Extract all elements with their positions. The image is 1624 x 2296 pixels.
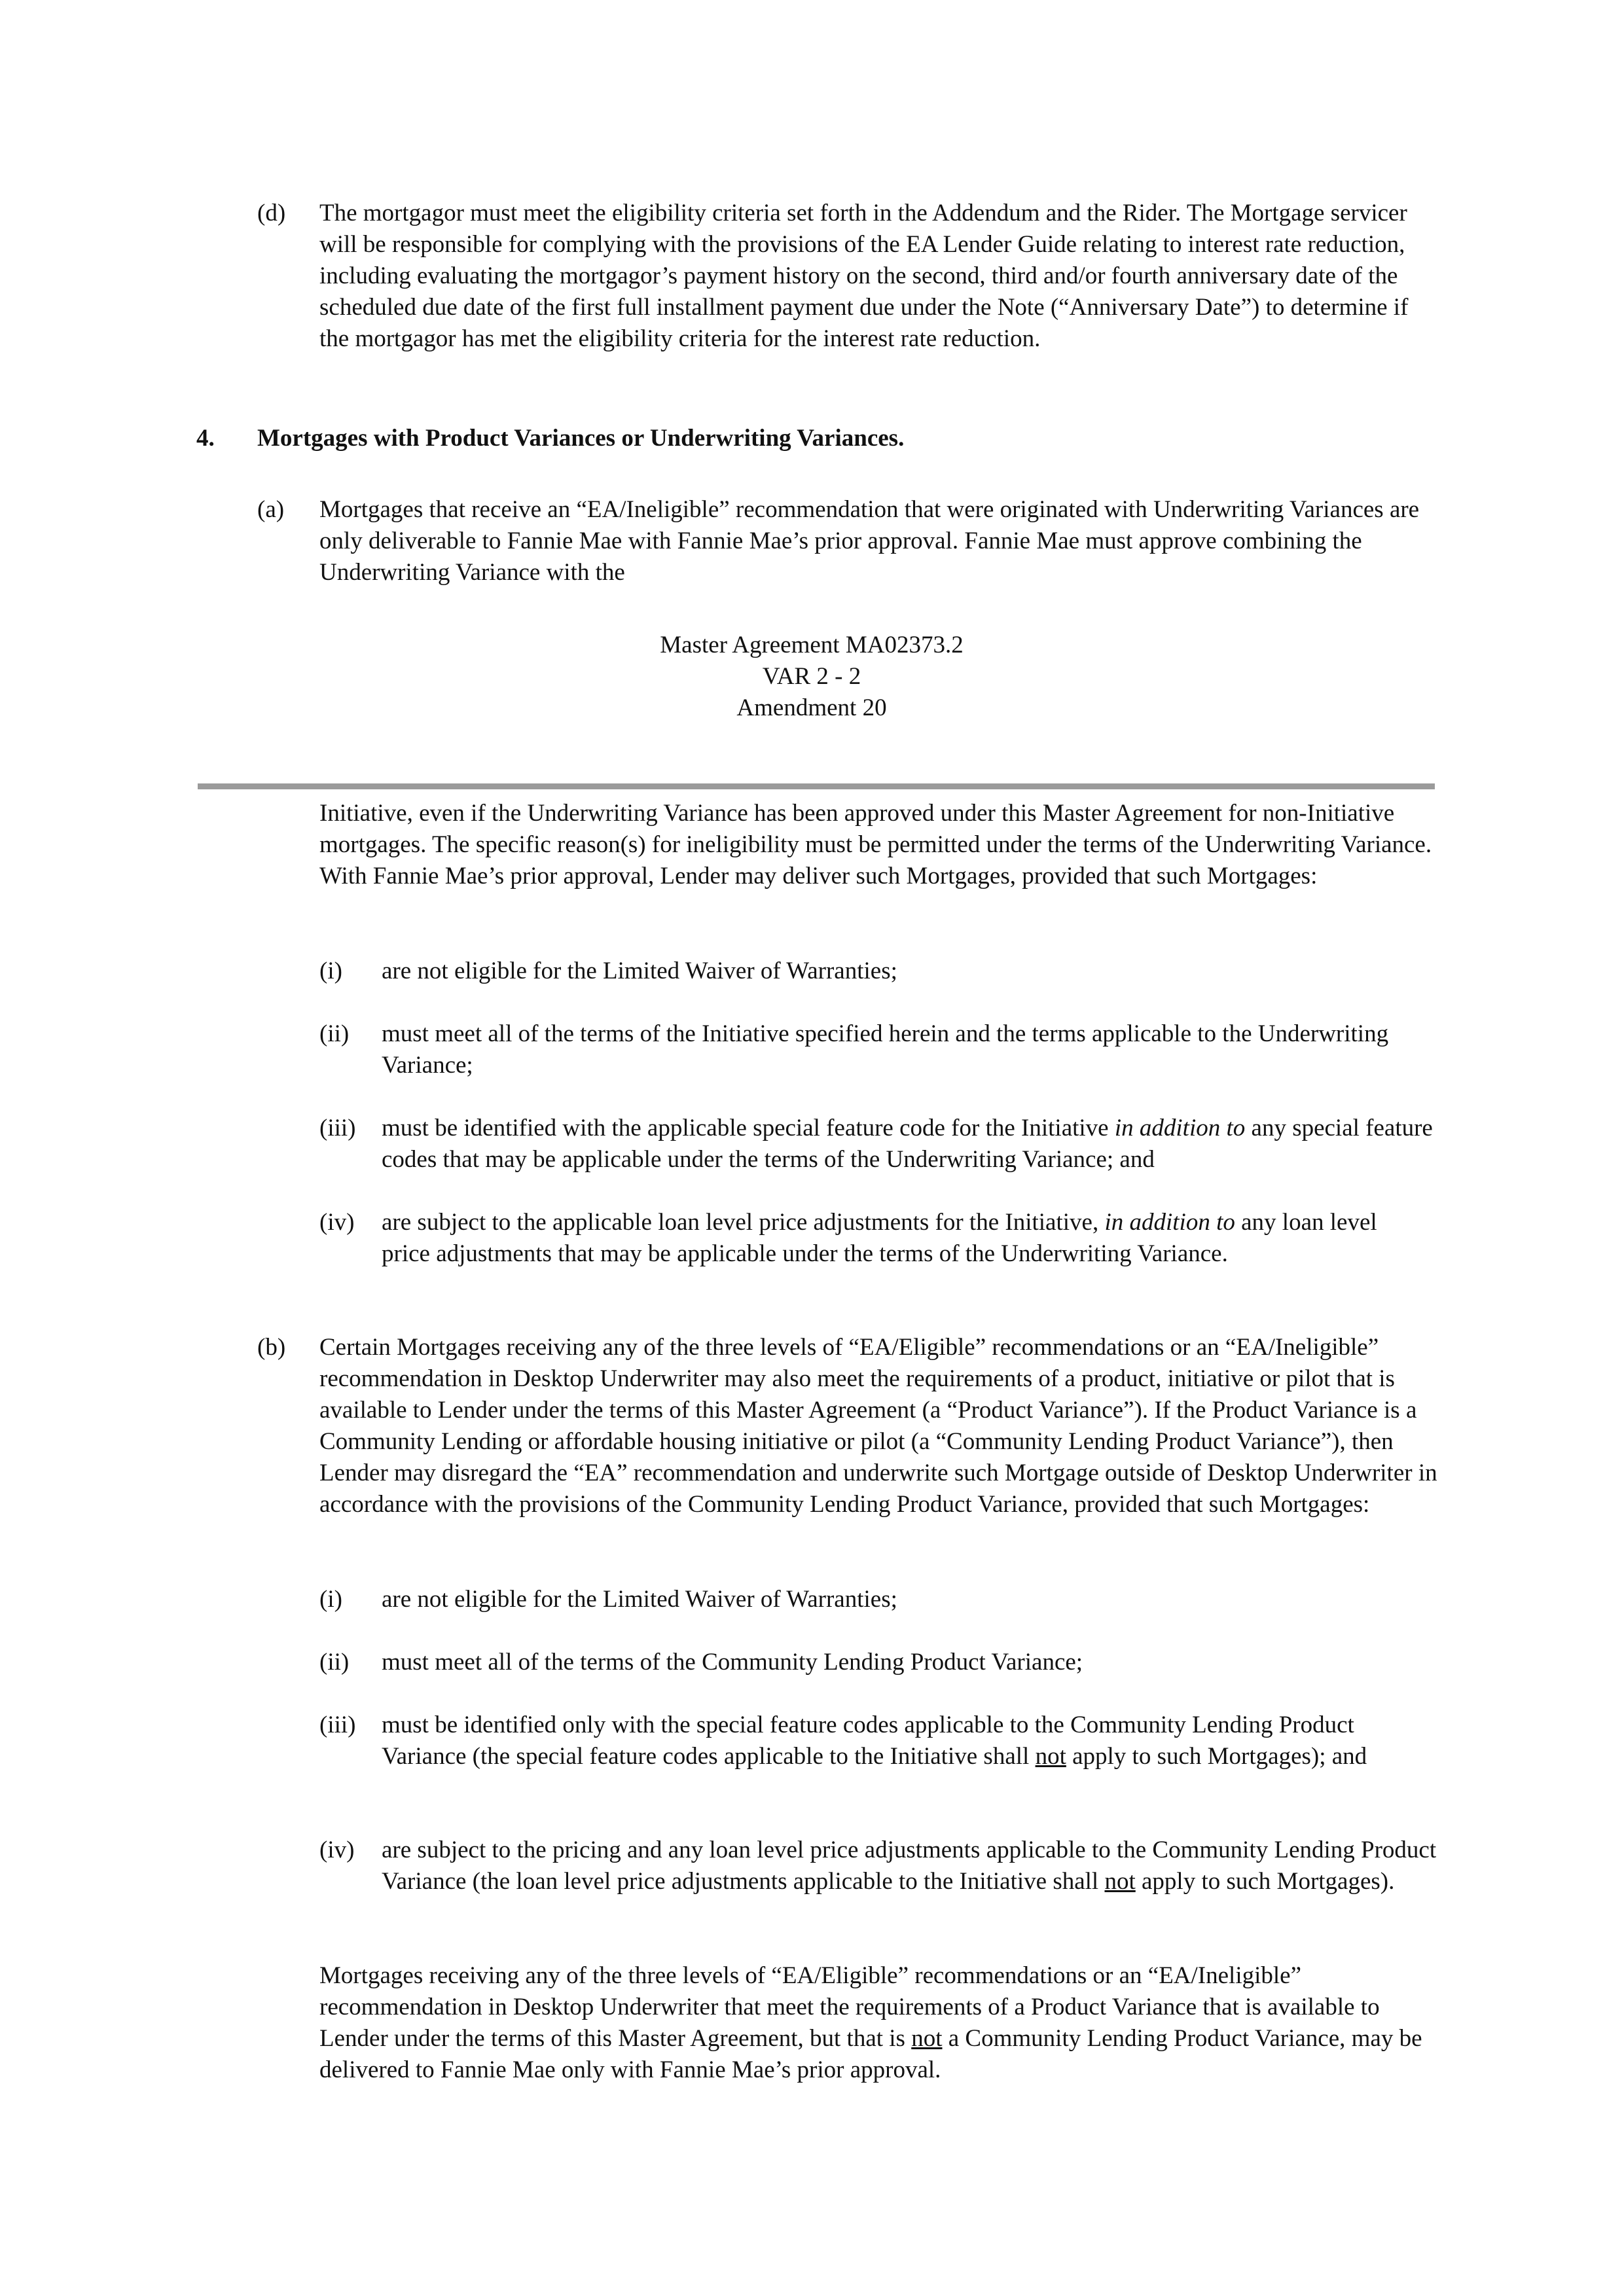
closing-text xyxy=(319,1960,1442,2086)
b-sub-iv-text xyxy=(382,1835,1439,1897)
page-footer xyxy=(648,630,975,724)
item-d xyxy=(257,198,1435,355)
a-sub-i-label: (i) xyxy=(319,958,342,984)
b-sub-iii-label: (iii) xyxy=(319,1712,356,1738)
b-sub-ii xyxy=(319,1647,1439,1678)
a-sub-iv-text xyxy=(382,1207,1403,1270)
section-number: 4. xyxy=(196,425,215,452)
b-sub-i-label: (i) xyxy=(319,1586,342,1613)
continuation-text: Initiative, even if the Underwriting Variance has been approved under this Master Agreement for non-Initiative mortgages. The specific reason(s) for ineligibility must be permitted under the terms of the Underwriting Variance. With Fannie Mae’s prior approval, Lender may deliver such Mortgages, provided that such Mortgages: xyxy=(319,800,1432,889)
item-a-label: (a) xyxy=(257,496,285,523)
b-sub-iv-pre: are subject to the pricing and any loan level price adjustments applicable to the Community Lending Product Variance (the loan level price adjustments applicable to the Initiative shall xyxy=(382,1837,1437,1895)
closing-pre: Mortgages receiving any of the three levels of “EA/Eligible” recommendations or an “EA/Ineligible” recommendation in Desktop Underwriter that meet the requirements of a Product Variance that is available to Lender under the terms of this Master Agreement, but that is xyxy=(319,1962,1380,2052)
a-sub-ii-label: (ii) xyxy=(319,1020,350,1047)
b-sub-iii-text xyxy=(382,1710,1435,1772)
continuation-paragraph xyxy=(319,798,1439,892)
a-sub-iv-emphasis: in addition to xyxy=(1104,1209,1235,1236)
item-d-text: The mortgagor must meet the eligibility criteria set forth in the Addendum and the Rider. The Mortgage servicer will be responsible for complying with the provisions of the EA Lender Guide relating to interest rate reduction, including evaluating the mortgagor’s payment history on the second, third and/or fourth anniversary date of the scheduled due date of the first full installment payment due under the Note (“Anniversary Date”) to determine if the mortgagor has met the eligibility criteria for the interest rate reduction. xyxy=(319,200,1409,352)
a-sub-ii-text: must meet all of the terms of the Initiative specified herein and the terms applicable to the Underwriting Variance; xyxy=(382,1020,1389,1079)
item-b-text: Certain Mortgages receiving any of the three levels of “EA/Eligible” recommendations or an “EA/Ineligible” recommendation in Desktop Underwriter may also meet the requirements of a product, initiative or pilot that is available to Lender under the terms of this Master Agreement (a “Product Variance”). If the Product Variance is a Community Lending or affordable housing initiative or pilot (a “Community Lending Product Variance”), then Lender may disregard the “EA” recommendation and underwrite such Mortgage outside of Desktop Underwriter in accordance with the provisions of the Community Lending Product Variance, provided that such Mortgages: xyxy=(319,1334,1437,1518)
footer-var: VAR 2 - 2 xyxy=(762,663,861,690)
item-b xyxy=(257,1332,1442,1520)
item-b-label: (b) xyxy=(257,1334,286,1361)
item-d-label: (d) xyxy=(257,200,286,226)
b-sub-iii-underline: not xyxy=(1035,1743,1066,1770)
a-sub-iii xyxy=(319,1113,1439,1175)
b-sub-iv xyxy=(319,1835,1439,1897)
footer-amendment: Amendment 20 xyxy=(736,694,887,721)
b-sub-i-text: are not eligible for the Limited Waiver of Warranties; xyxy=(382,1586,897,1613)
b-sub-ii-text: must meet all of the terms of the Community Lending Product Variance; xyxy=(382,1649,1083,1676)
a-sub-iii-text xyxy=(382,1113,1439,1175)
a-sub-ii xyxy=(319,1018,1439,1081)
footer-agreement: Master Agreement MA02373.2 xyxy=(660,632,964,658)
a-sub-iii-pre: must be identified with the applicable special feature code for the Initiative xyxy=(382,1115,1115,1141)
b-sub-iii-pre: must be identified only with the special feature codes applicable to the Community Lending Product Variance (the special feature codes applicable to the Initiative shall xyxy=(382,1712,1354,1770)
item-a xyxy=(257,494,1435,588)
closing-underline: not xyxy=(911,2025,943,2052)
b-sub-iii-post: apply to such Mortgages); and xyxy=(1066,1743,1367,1770)
b-sub-iv-label: (iv) xyxy=(319,1837,355,1863)
b-sub-iii xyxy=(319,1710,1439,1772)
b-sub-iv-underline: not xyxy=(1104,1868,1136,1895)
a-sub-iii-emphasis: in addition to xyxy=(1114,1115,1246,1141)
item-a-text: Mortgages that receive an “EA/Ineligible” recommendation that were originated with Underwriting Variances are only deliverable to Fannie Mae with Fannie Mae’s prior approval. Fannie Mae must approve combining the Underwriting Variance with the xyxy=(319,496,1420,586)
a-sub-iv-label: (iv) xyxy=(319,1209,355,1236)
a-sub-iv xyxy=(319,1207,1439,1270)
a-sub-iv-post: any loan level price adjustments that may be applicable under the terms of the Underwriting Variance. xyxy=(382,1209,1377,1267)
b-sub-iv-post: apply to such Mortgages). xyxy=(1135,1868,1395,1895)
page-break-rule xyxy=(198,783,1435,789)
a-sub-iii-label: (iii) xyxy=(319,1115,356,1141)
closing-paragraph xyxy=(319,1960,1442,2086)
b-sub-i xyxy=(319,1584,1439,1615)
section-4-heading xyxy=(196,423,1440,454)
b-sub-ii-label: (ii) xyxy=(319,1649,350,1676)
a-sub-i xyxy=(319,956,1439,987)
closing-post: a Community Lending Product Variance, may be delivered to Fannie Mae only with Fannie Mae’s prior approval. xyxy=(319,2025,1422,2083)
a-sub-iii-post: any special feature codes that may be applicable under the terms of the Underwriting Variance; and xyxy=(382,1115,1433,1173)
section-title: Mortgages with Product Variances or Underwriting Variances. xyxy=(257,425,905,452)
a-sub-i-text: are not eligible for the Limited Waiver of Warranties; xyxy=(382,958,897,984)
a-sub-iv-pre: are subject to the applicable loan level price adjustments for the Initiative, xyxy=(382,1209,1105,1236)
